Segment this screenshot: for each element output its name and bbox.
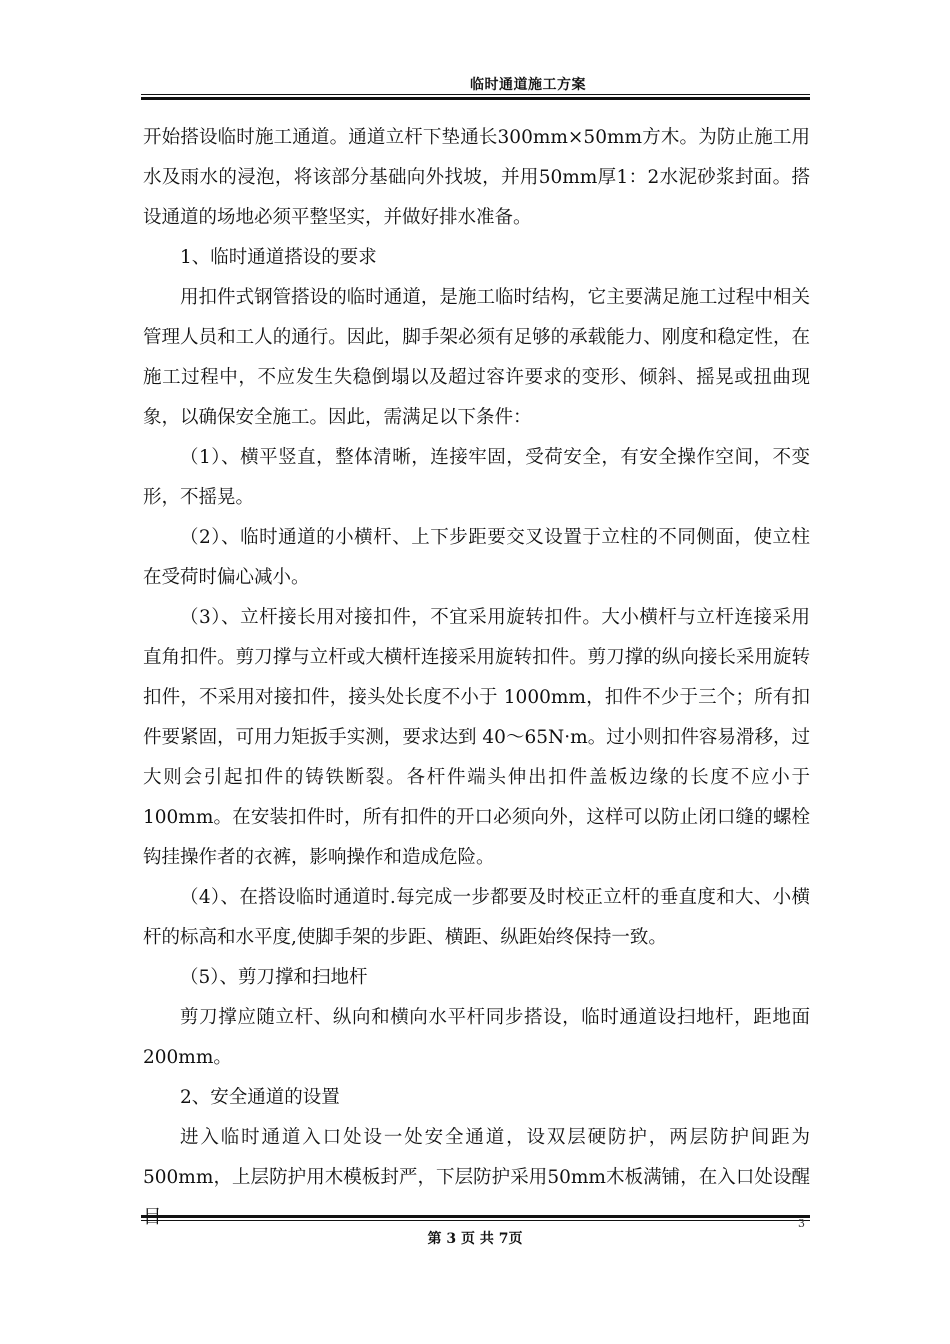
footer-page-label: 第 3 页 共 7页 [427,1231,523,1247]
header-title: 临时通道施工方案 [470,77,586,93]
list-item: （4）、在搭设临时通道时.每完成一步都要及时校正立杆的垂直度和大、小横杆的标高和水平度,使脚手架的步距、横距、纵距始终保持一致。 [143,887,810,948]
list-item: （1）、横平竖直，整体清晰，连接牢固，受荷安全，有安全操作空间，不变形，不摇晃。 [143,447,810,508]
footer-page-number: 3 [798,1217,805,1230]
header-rule-thick [141,97,810,100]
paragraph: 剪刀撑应随立杆、纵向和横向水平杆同步搭设，临时通道设扫地杆，距地面200mm。 [143,1007,810,1068]
footer-rule-thin [141,1220,810,1221]
header-rule-thin [141,94,810,95]
list-item: （5）、剪刀撑和扫地杆 [180,967,368,988]
paragraph: 开始搭设临时施工通道。通道立杆下垫通长300mm×50mm方木。为防止施工用水及雨水的浸泡，将该部分基础向外找坡，并用50mm厚1：2水泥砂浆封面。搭设通道的场地必须平整坚实，并做好排水准备。 [143,127,810,228]
paragraph: 用扣件式钢管搭设的临时通道，是施工临时结构，它主要满足施工过程中相关管理人员和工人的通行。因此，脚手架必须有足够的承载能力、刚度和稳定性，在施工过程中，不应发生失稳倒塌以及超过容许要求的变形、倾斜、摇晃或扭曲现象，以确保安全施工。因此，需满足以下条件： [143,287,810,428]
document-body [143,118,810,1238]
section-heading: 2、安全通道的设置 [180,1087,340,1108]
paragraph: 进入临时通道入口处设一处安全通道，设双层硬防护，两层防护间距为500mm，上层防护用木模板封严，下层防护采用50mm木板满铺，在入口处设醒 [143,1127,810,1188]
footer-rule-thick [141,1215,810,1218]
list-item: （2）、临时通道的小横杆、上下步距要交叉设置于立柱的不同侧面，使立柱在受荷时偏心减小。 [143,527,810,588]
list-item: （3）、立杆接长用对接扣件，不宜采用旋转扣件。大小横杆与立杆连接采用直角扣件。剪刀撑与立杆或大横杆连接采用旋转扣件。剪刀撑的纵向接长采用旋转扣件，不采用对接扣件，接头处长度不小于 1000mm，扣件不少于三个；所有扣件要紧固，可用力矩扳手实测，要求达到 40～65N·m。过小则扣件容易滑移，过大则会引起扣件的铸铁断裂。各杆件端头伸出扣件盖板边缘的长度不应小于100mm。在安装扣件时，所有扣件的开口必须向外，这样可以防止闭口缝的螺栓钩挂操作者的衣裤，影响操作和造成危险。 [143,607,810,868]
section-heading: 1、临时通道搭设的要求 [180,247,377,268]
